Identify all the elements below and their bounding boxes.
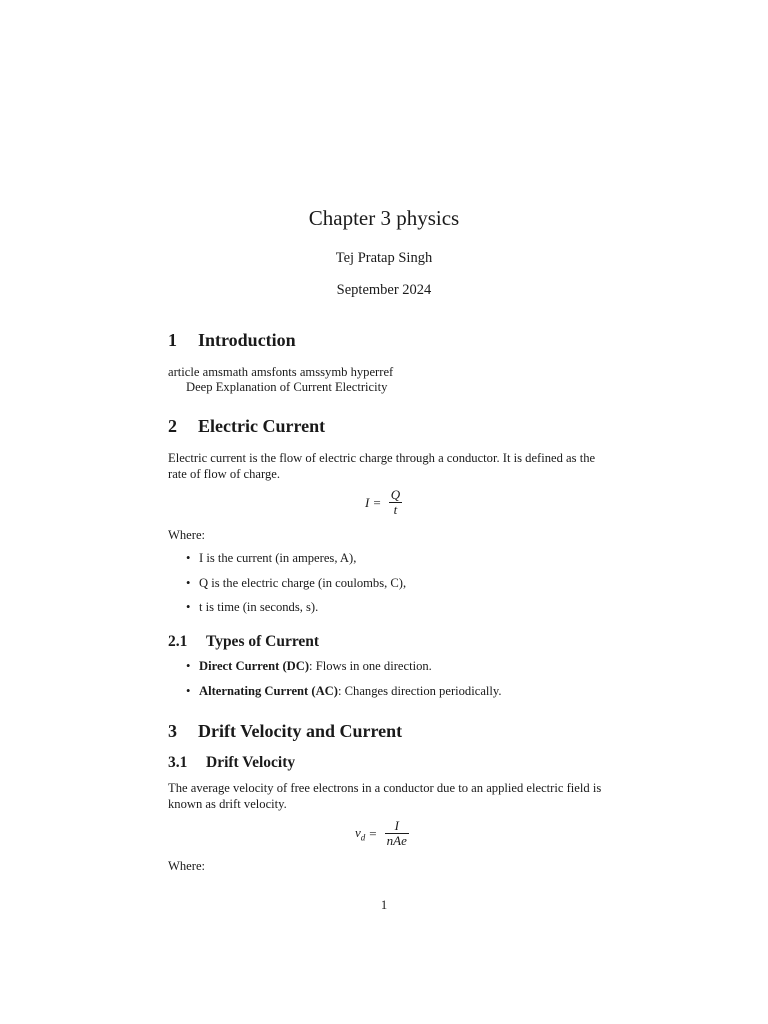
bullet-icon: • xyxy=(186,600,191,614)
bullet-icon: • xyxy=(186,551,191,565)
subsection-heading-drift-velocity xyxy=(168,754,295,772)
list-item: • I is the current (in amperes, A), xyxy=(186,551,357,565)
equation-lhs: $v_d$ xyxy=(355,824,366,843)
equation-equals: = xyxy=(369,825,377,841)
subsection-heading-types-of-current xyxy=(168,633,319,651)
subsection-number: 2.1 xyxy=(168,633,188,650)
bullet-icon: • xyxy=(186,659,191,673)
document-author: Tej Pratap Singh xyxy=(335,250,433,266)
list-item: • Q is the electric charge (in coulombs, C), xyxy=(186,575,407,590)
list-item: • t is time (in seconds, s). xyxy=(186,600,319,614)
term: Alternating Current (AC) xyxy=(199,683,338,698)
section-number: 2 xyxy=(168,416,177,436)
equation-equals: = xyxy=(373,494,381,510)
section-title: Drift Velocity and Current xyxy=(198,721,403,741)
term: Direct Current (DC) xyxy=(199,659,310,673)
section-number: 3 xyxy=(168,721,177,741)
drift-velocity-paragraph: The average velocity of free electrons in a conductor due to an applied electric field is known as drift velocity. xyxy=(168,781,602,811)
section-heading-electric-current xyxy=(168,416,325,437)
bullet-icon: • xyxy=(186,683,191,698)
subsection-title: Drift Velocity xyxy=(206,754,296,771)
subsection-title: Types of Current xyxy=(206,633,320,650)
equation-current xyxy=(365,488,402,517)
equation-fraction xyxy=(385,819,409,848)
list-item xyxy=(168,659,502,684)
equation-lhs-subscript: d xyxy=(360,832,366,843)
subsection-number: 3.1 xyxy=(168,754,188,771)
fraction-numerator: I xyxy=(394,818,399,833)
current-definition-paragraph: Electric current is the flow of electric charge through a conductor. It is defined as the rate of flow of charge. xyxy=(168,451,596,481)
section-title: Electric Current xyxy=(198,416,326,436)
section-heading-drift-velocity-and-current xyxy=(168,721,402,742)
where-label: Where: xyxy=(168,859,206,873)
document-date: September 2024 xyxy=(336,282,432,298)
equation-lhs: I xyxy=(365,494,370,510)
fraction-numerator: Q xyxy=(390,487,401,502)
intro-line-packages: article amsmath amsfonts amssymb hyperref xyxy=(168,365,394,379)
equation-fraction xyxy=(389,488,402,517)
intro-line-subtitle: Deep Explanation of Current Electricity xyxy=(186,380,388,394)
current-variables-list xyxy=(168,551,406,625)
description: : Flows in one direction. xyxy=(309,659,432,673)
types-of-current-list xyxy=(168,659,502,708)
bullet-icon: • xyxy=(186,575,191,590)
page-number: 1 xyxy=(380,898,388,912)
list-item xyxy=(168,684,502,709)
section-heading-introduction xyxy=(168,330,296,351)
where-label: Where: xyxy=(168,528,206,542)
fraction-denominator: t xyxy=(393,502,398,517)
section-number: 1 xyxy=(168,330,177,350)
fraction-denominator: nAe xyxy=(386,833,407,848)
document-title: Chapter 3 physics xyxy=(308,206,460,230)
section-title: Introduction xyxy=(198,330,296,350)
equation-drift-velocity xyxy=(355,819,409,848)
description: : Changes direction periodically. xyxy=(337,683,502,698)
